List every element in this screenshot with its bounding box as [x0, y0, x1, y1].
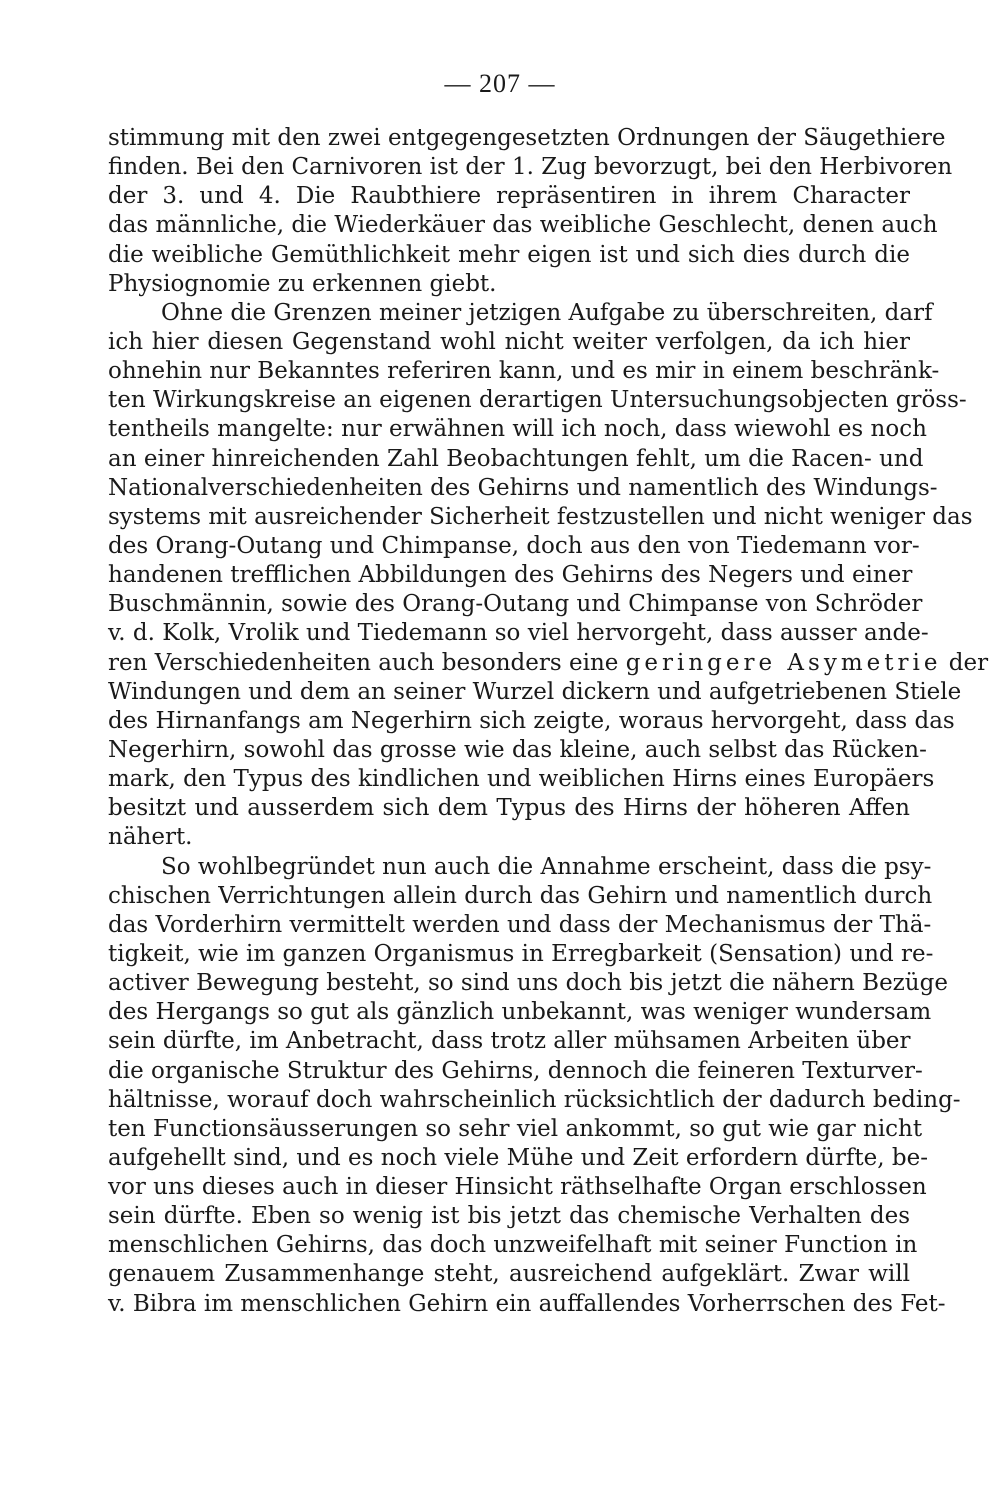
text-line: hältnisse, worauf doch wahrscheinlich rücksichtlich der dadurch beding-	[108, 1086, 961, 1113]
text-line: aufgehellt sind, und es noch viele Mühe und Zeit erfordern dürfte, be-	[108, 1144, 928, 1171]
text-line: chischen Verrichtungen allein durch das Gehirn und namentlich durch	[108, 882, 933, 909]
text-line-with-emphasis	[108, 649, 989, 678]
text-line: tentheils mangelte: nur erwähnen will ich noch, dass wiewohl es noch	[108, 416, 927, 443]
text-line: vor uns dieses auch in dieser Hinsicht räthselhafte Organ erschlossen	[108, 1174, 927, 1201]
text-segment: ren Verschiedenheiten auch besonders eine	[108, 649, 626, 676]
text-line: systems mit ausreichender Sicherheit festzustellen und nicht weniger das	[108, 503, 973, 530]
text-line: ten Wirkungskreise an eigenen derartigen Untersuchungsobjecten gröss-	[108, 387, 967, 414]
text-line: finden. Bei den Carnivoren ist der 1. Zug bevorzugt, bei den Herbivoren	[108, 154, 953, 181]
text-line: tigkeit, wie im ganzen Organismus in Erregbarkeit (Sensation) und re-	[108, 940, 934, 967]
text-line: des Hirnanfangs am Negerhirn sich zeigte, woraus hervorgeht, dass das	[108, 707, 955, 734]
text-line: die weibliche Gemüthlichkeit mehr eigen ist und sich dies durch die	[108, 241, 910, 268]
text-line: stimmung mit den zwei entgegengesetzten Ordnungen der Säugethiere	[108, 125, 946, 151]
emphasized-text: geringere Asymetrie	[625, 649, 942, 676]
text-line: Windungen und dem an seiner Wurzel dickern und aufgetriebenen Stiele	[108, 678, 962, 705]
text-line: der 3. und 4. Die Raubthiere repräsentiren in ihrem Character	[108, 183, 910, 210]
text-line: Negerhirn, sowohl das grosse wie das kleine, auch selbst das Rücken-	[108, 736, 927, 763]
text-segment: der	[941, 649, 989, 676]
text-line: das männliche, die Wiederkäuer das weibliche Geschlecht, denen auch	[108, 212, 938, 239]
text-line: mark, den Typus des kindlichen und weiblichen Hirns eines Europäers	[108, 766, 935, 793]
page-number: — 207 —	[444, 69, 556, 98]
body-text	[108, 124, 989, 1319]
text-line: v. Bibra im menschlichen Gehirn ein auffallendes Vorherrschen des Fet-	[108, 1290, 946, 1317]
text-line: sein dürfte. Eben so wenig ist bis jetzt das chemische Verhalten des	[108, 1203, 910, 1230]
text-line: des Hergangs so gut als gänzlich unbekannt, was weniger wundersam	[108, 999, 932, 1026]
text-line: ohnehin nur Bekanntes referiren kann, und es mir in einem beschränk-	[108, 358, 940, 385]
paragraph-start-line: Ohne die Grenzen meiner jetzigen Aufgabe zu überschreiten, darf	[161, 299, 933, 326]
text-line: die organische Struktur des Gehirns, dennoch die feineren Texturver-	[108, 1057, 923, 1084]
text-line: handenen trefflichen Abbildungen des Gehirns des Negers und einer	[108, 562, 913, 589]
text-line: nähert.	[108, 824, 193, 851]
text-line: ten Functionsäusserungen so sehr viel ankommt, so gut wie gar nicht	[108, 1115, 923, 1142]
text-line: Buschmännin, sowie des Orang-Outang und Chimpanse von Schröder	[108, 591, 923, 618]
text-line: des Orang-Outang und Chimpanse, doch aus den von Tiedemann vor-	[108, 532, 920, 559]
text-line: das Vorderhirn vermittelt werden und dass der Mechanismus der Thä-	[108, 911, 932, 938]
text-line: activer Bewegung besteht, so sind uns doch bis jetzt die nähern Bezüge	[108, 970, 948, 997]
paragraph-start-line: So wohlbegründet nun auch die Annahme erscheint, dass die psy-	[161, 853, 932, 880]
text-line: v. d. Kolk, Vrolik und Tiedemann so viel hervorgeht, dass ausser ande-	[108, 620, 929, 647]
text-line: menschlichen Gehirns, das doch unzweifelhaft mit seiner Function in	[108, 1232, 918, 1259]
text-line: genauem Zusammenhange steht, ausreichend aufgeklärt. Zwar will	[108, 1261, 910, 1288]
text-line: Physiognomie zu erkennen giebt.	[108, 270, 497, 297]
text-line: Nationalverschiedenheiten des Gehirns und namentlich des Windungs-	[108, 474, 938, 501]
text-line: an einer hinreichenden Zahl Beobachtungen fehlt, um die Racen- und	[108, 445, 924, 472]
text-line: sein dürfte, im Anbetracht, dass trotz aller mühsamen Arbeiten über	[108, 1028, 911, 1055]
text-line: ich hier diesen Gegenstand wohl nicht weiter verfolgen, da ich hier	[108, 328, 910, 355]
text-line: besitzt und ausserdem sich dem Typus des Hirns der höheren Affen	[108, 795, 910, 822]
